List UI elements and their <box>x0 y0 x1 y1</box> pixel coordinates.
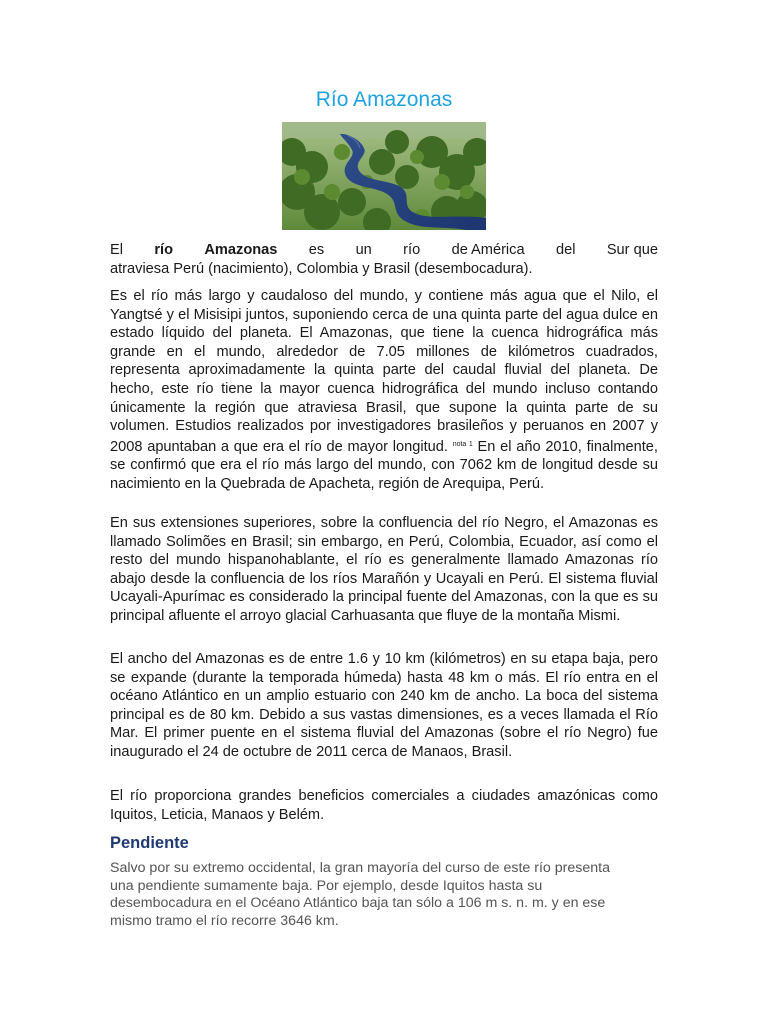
section-heading-pendiente: Pendiente <box>110 834 189 852</box>
intro-word: un <box>355 242 372 258</box>
paragraph-width: El ancho del Amazonas es de entre 1.6 y 10 km (kilómetros) en su etapa baja, pero se expande (durante la temporada húmeda) hasta 48 km o más. El río entra en el océano Atlántico en un amplio estuario con 240 km de ancho. La boca del sistema principal es de 80 km. Debido a sus vastas dimensiones, es a veces llamada el Río Mar. El primer puente en el sistema fluvial del Amazonas (sobre el río Negro) fue inaugurado el 24 de octubre de 2011 cerca de Manaos, Brasil. <box>110 651 658 760</box>
paragraph-text: En el año 2010, finalmente, se confirmó que era el río más largo del mundo, con 7062 km de longitud desde su nacimiento en la Quebrada de Apacheta, región de Arequipa, Perú. <box>110 438 658 492</box>
paragraph-longest-river <box>110 287 658 494</box>
intro-word: Sur que <box>606 242 658 258</box>
intro-line-1 <box>110 241 658 260</box>
amazon-river-photo-graphic <box>282 122 486 230</box>
intro-bold-rio: río <box>154 242 174 258</box>
intro-line-2: atraviesa Perú (nacimiento), Colombia y Brasil (desembocadura). <box>110 260 533 277</box>
footnote-note-1[interactable]: nota 1 <box>452 440 473 448</box>
page-title: Río Amazonas <box>315 88 453 111</box>
intro-word: es <box>308 242 325 258</box>
intro-word: río <box>403 242 421 258</box>
paragraph-line: mismo tramo el río recorre 3646 km. <box>110 912 339 929</box>
paragraph-text: Es el río más largo y caudaloso del mundo, y contiene más agua que el Nilo, el Yangtsé y el Misisipi juntos, suponiendo cerca de una quinta parte del agua dulce en estado líquido del planeta. El Amazonas, que tiene la cuenca hidrográfica más grande en el mundo, alrededor de 7.05 millones de kilómetros cuadrados, representa aproximadamente la quinta parte del caudal fluvial del planeta. De hecho, este río tiene la mayor cuenca hidrográfica del mundo incluso contando únicamente la región que atraviesa Brasil, que supone la quinta parte de su volumen. Estudios realizados por investigadores brasileños y peruanos en 2007 y 2008 apuntaban a que era el río de mayor longitud. <box>110 288 658 455</box>
paragraph-upper-extensions: En sus extensiones superiores, sobre la confluencia del río Negro, el Amazonas es llamado Solimões en Brasil; sin embargo, en Perú, Colombia, Ecuador, así como el resto del mundo hispanohablante, el río es generalmente llamado Amazonas río abajo desde la confluencia de los ríos Marañón y Ucayali en Perú. El sistema fluvial Ucayali-Apurímac es considerado la principal fuente del Amazonas, con la que es su principal afluente el arroyo glacial Carhuasanta que fluye de la montaña Mismi. <box>110 515 658 624</box>
amazon-river-photo <box>282 122 486 230</box>
paragraph-pendiente <box>110 860 658 930</box>
paragraph-line: una pendiente sumamente baja. Por ejemplo, desde Iquitos hasta su <box>110 877 543 894</box>
paragraph-commercial: El río proporciona grandes beneficios comerciales a ciudades amazónicas como Iquitos, Leticia, Manaos y Belém. <box>110 788 658 823</box>
paragraph-line: Salvo por su extremo occidental, la gran mayoría del curso de este río presenta <box>110 860 610 876</box>
intro-paragraph <box>110 241 658 278</box>
intro-word: El <box>110 242 123 258</box>
intro-link-america: de América <box>451 242 525 258</box>
intro-word: del <box>555 242 576 258</box>
paragraph-line: desembocadura en el Océano Atlántico baja tan sólo a 106 m s. n. m. y en ese <box>110 895 606 911</box>
intro-bold-amazonas: Amazonas <box>204 242 278 258</box>
